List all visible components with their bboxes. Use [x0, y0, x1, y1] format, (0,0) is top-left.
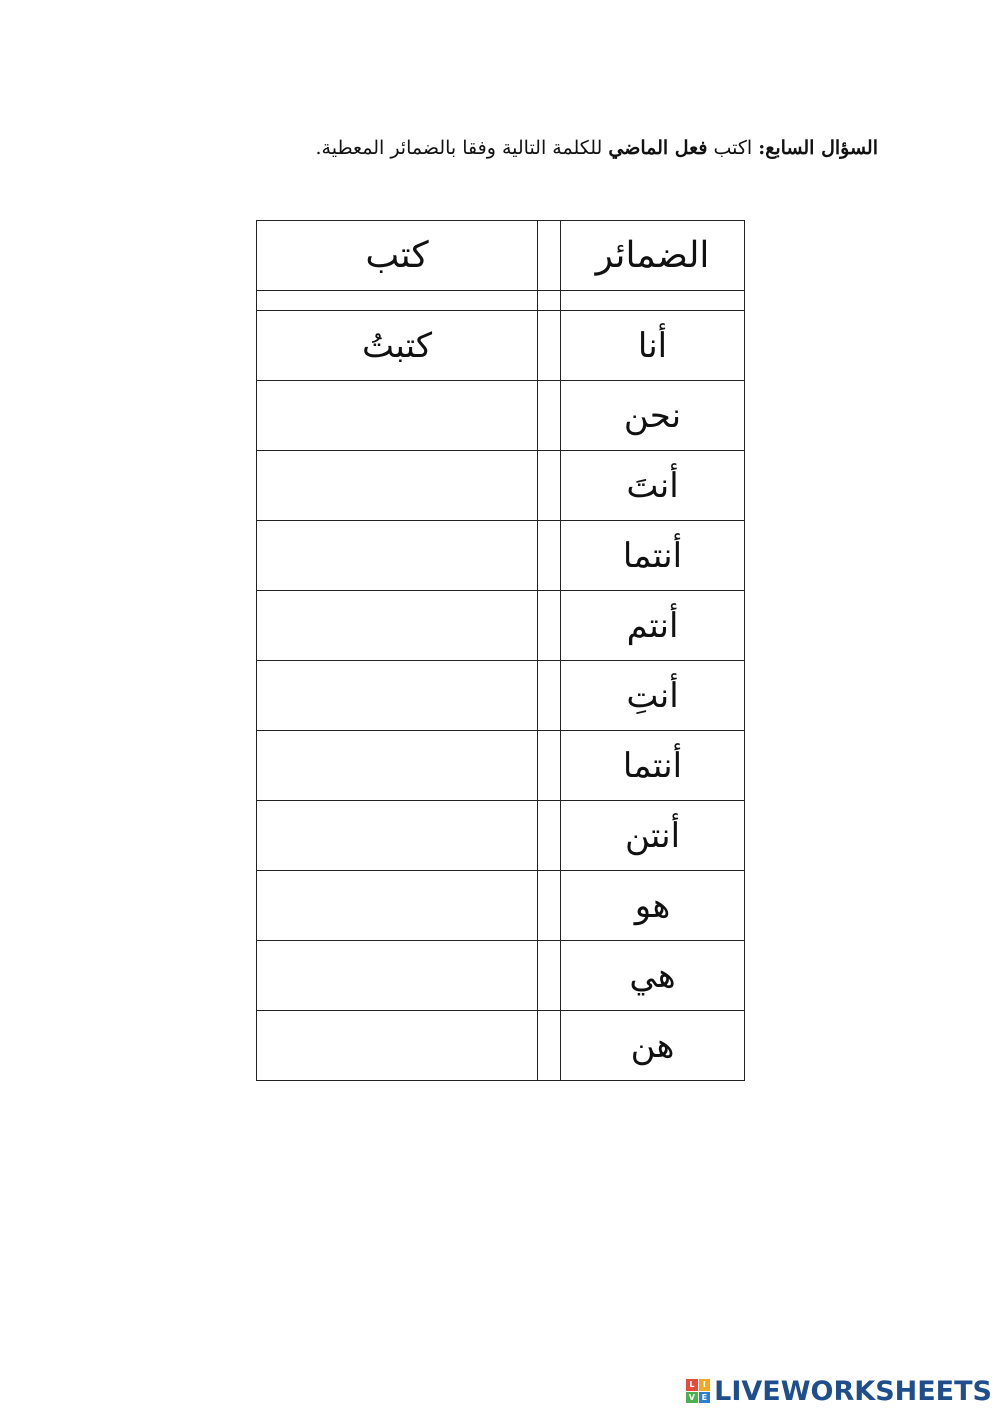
logo-tile: L: [686, 1379, 698, 1391]
question-label: السؤال السابع: [765, 137, 878, 159]
pronoun-cell: نحن: [561, 381, 745, 451]
gap-cell: [538, 731, 561, 801]
table-row: [257, 941, 745, 1011]
table-row: [257, 451, 745, 521]
answer-cell[interactable]: [257, 661, 538, 731]
header-verb: كتب: [257, 221, 538, 291]
pronoun-cell: أنا: [561, 311, 745, 381]
instruction-bold-term: فعل الماضي: [608, 137, 708, 159]
logo-tile: V: [686, 1392, 698, 1404]
pronoun-cell: هن: [561, 1011, 745, 1081]
instruction-text-1: اكتب: [707, 137, 759, 159]
header-gap-cell: [538, 221, 561, 291]
pronoun-cell: هي: [561, 941, 745, 1011]
gap-cell: [538, 521, 561, 591]
header-pronouns: الضمائر: [561, 221, 745, 291]
table-row: [257, 591, 745, 661]
spacer-cell: [561, 291, 745, 311]
table-row: [257, 871, 745, 941]
answer-cell[interactable]: [257, 521, 538, 591]
pronoun-cell: أنتم: [561, 591, 745, 661]
gap-cell: [538, 591, 561, 661]
logo-tile: I: [699, 1379, 711, 1391]
liveworksheets-logo: [686, 1374, 992, 1408]
table-header-row: [257, 221, 745, 291]
answer-cell[interactable]: [257, 731, 538, 801]
table-row: [257, 801, 745, 871]
gap-cell: [538, 311, 561, 381]
gap-cell: [538, 451, 561, 521]
question-colon: :: [758, 137, 766, 159]
answer-cell[interactable]: [257, 1011, 538, 1081]
table-spacer-row: [257, 291, 745, 311]
pronoun-cell: هو: [561, 871, 745, 941]
gap-cell: [538, 871, 561, 941]
instruction-text-2: للكلمة التالية وفقا بالضمائر المعطية.: [315, 137, 609, 159]
answer-cell[interactable]: [257, 381, 538, 451]
pronoun-cell: أنتِ: [561, 661, 745, 731]
pronoun-cell: أنتن: [561, 801, 745, 871]
question-instruction: [158, 128, 878, 168]
answer-cell[interactable]: [257, 871, 538, 941]
gap-cell: [538, 661, 561, 731]
table-row: [257, 731, 745, 801]
table-row: [257, 661, 745, 731]
answer-cell[interactable]: [257, 801, 538, 871]
gap-cell: [538, 941, 561, 1011]
table-row: [257, 381, 745, 451]
brand-name: LIVEWORKSHEETS: [714, 1375, 992, 1407]
spacer-cell: [538, 291, 561, 311]
answer-cell[interactable]: كتبتُ: [257, 311, 538, 381]
liveworksheets-logo-icon: [686, 1379, 710, 1403]
conjugation-table: [256, 220, 745, 1081]
gap-cell: [538, 381, 561, 451]
answer-cell[interactable]: [257, 941, 538, 1011]
table-row: [257, 1011, 745, 1081]
pronoun-cell: أنتما: [561, 731, 745, 801]
table-row: [257, 311, 745, 381]
pronoun-cell: أنتما: [561, 521, 745, 591]
answer-cell[interactable]: [257, 451, 538, 521]
answer-cell[interactable]: [257, 591, 538, 661]
table-row: [257, 521, 745, 591]
gap-cell: [538, 801, 561, 871]
spacer-cell: [257, 291, 538, 311]
logo-tile: E: [699, 1392, 711, 1404]
gap-cell: [538, 1011, 561, 1081]
pronoun-cell: أنتَ: [561, 451, 745, 521]
